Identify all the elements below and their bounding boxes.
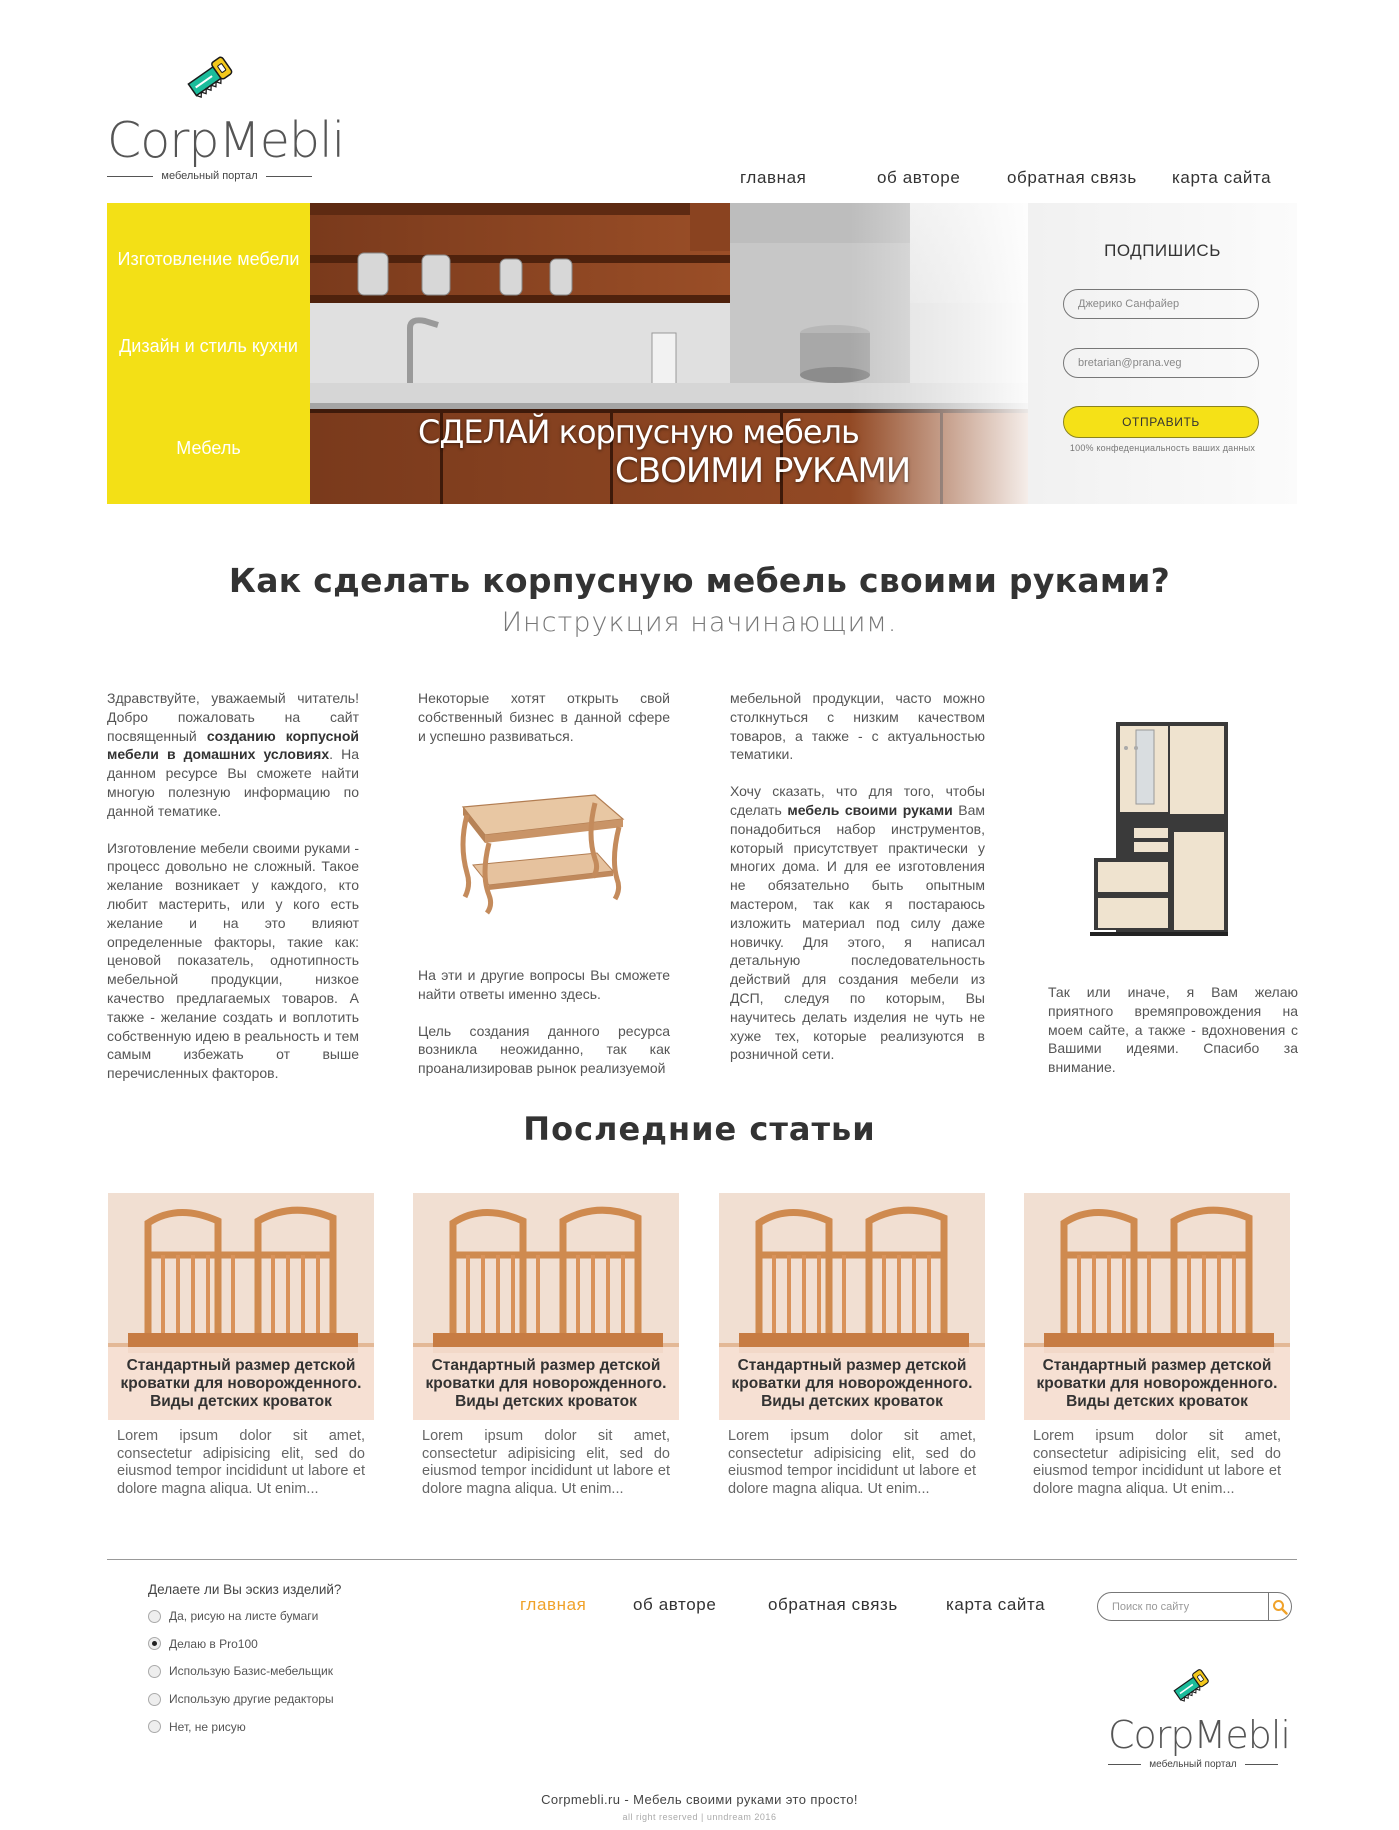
hero-headline-line1: СДЕЛАЙ корпусную мебель bbox=[418, 413, 859, 451]
article-card[interactable] bbox=[108, 1193, 374, 1498]
intro-paragraph: Так или иначе, я Вам желаю приятного времяпровождения на моем сайте, а также - вдохновения с Вашими идеями. Спасибо за внимание. bbox=[1048, 984, 1298, 1076]
text-span: Здравствуйте, уважаемый читатель! Добро пожаловать на сайт посвященный bbox=[107, 690, 359, 744]
subscribe-submit-button[interactable]: ОТПРАВИТЬ bbox=[1063, 406, 1259, 438]
article-excerpt: Lorem ipsum dolor sit amet, consectetur adipisicing elit, sed do eiusmod tempor incididunt ut labore et dolore magna aliqua. Ut enim... bbox=[1033, 1428, 1281, 1497]
subscribe-email-input[interactable] bbox=[1063, 348, 1259, 378]
top-nav bbox=[715, 168, 1300, 190]
article-card[interactable] bbox=[413, 1193, 679, 1498]
footer-nav-home[interactable]: главная bbox=[520, 1595, 587, 1614]
intro-paragraph: мебельной продукции, часто можно столкнуться с низким качеством товаров, а также - с актуальностью тематики. bbox=[730, 690, 985, 763]
logo-tagline-row bbox=[1108, 1759, 1278, 1770]
article-caption: Стандартный размер детской кроватки для новорожденного. Виды детских кроваток bbox=[413, 1347, 679, 1420]
poll bbox=[148, 1582, 341, 1747]
logo-tagline: мебельный портал bbox=[161, 170, 258, 182]
hero-headline-line2: СВОИМИ РУКАМИ bbox=[615, 451, 911, 491]
radio-button[interactable] bbox=[148, 1637, 161, 1650]
poll-option-label: Делаю в Pro100 bbox=[169, 1636, 258, 1651]
search-button[interactable] bbox=[1268, 1593, 1291, 1620]
poll-option[interactable] bbox=[148, 1692, 341, 1706]
hallway-wardrobe-image bbox=[1090, 722, 1228, 944]
divider bbox=[1245, 1764, 1278, 1765]
radio-button[interactable] bbox=[148, 1665, 161, 1678]
intro-paragraph bbox=[730, 782, 985, 1064]
subscribe-title: ПОДПИШИСЬ bbox=[1104, 241, 1221, 260]
sidebar-item-furniture-making[interactable]: Изготовление мебели bbox=[117, 249, 300, 269]
text-span: Вам понадобиться набор инструментов, который присутствует практически у многих дома. И для ее изготовления не обязательно быть опытным мастером, так как я постараюсь изложить материал под силу даже новичку. Для этого, я написал детальную последовательность действий для создания мебели из ДСП, следуя по которым, Вы научитесь делать изделия не чуть не хуже тех, которые реализуются в розничной сети. bbox=[730, 801, 986, 1063]
article-image bbox=[413, 1193, 679, 1420]
poll-question: Делаете ли Вы эскиз изделий? bbox=[148, 1582, 342, 1597]
article-card[interactable] bbox=[719, 1193, 985, 1498]
subscribe-form bbox=[1028, 203, 1297, 504]
rights-line: all right reserved | unndream 2016 bbox=[622, 1812, 777, 1822]
intro-column-1 bbox=[107, 689, 359, 1101]
intro-column-4 bbox=[1048, 983, 1298, 1095]
intro-paragraph: На эти и другие вопросы Вы сможете найти ответы именно здесь. bbox=[418, 967, 670, 1002]
bold-link-text: созданию корпусной мебели в домашних условиях bbox=[107, 727, 359, 763]
copyright: Corpmebli.ru - Мебель своими руками это просто! bbox=[541, 1792, 858, 1807]
footer-nav bbox=[520, 1595, 1060, 1617]
article-caption: Стандартный размер детской кроватки для новорожденного. Виды детских кроваток bbox=[1024, 1347, 1290, 1420]
intro-paragraph: Изготовление мебели своими руками - процесс довольно не сложный. Такое желание возникает у каждого, кто любит мастерить, или у кого есть желание и на это влияют определенные факторы, такие как: ценовой показатель, однотипность мебельной продукции, низкое качество предлагаемых товаров. А также - желание создать и воплотить собственную идею в реальность и тем самым избежать от выше перечисленных факторов. bbox=[107, 839, 359, 1082]
intro-column-2 bbox=[418, 689, 670, 763]
subscribe-name-input[interactable] bbox=[1063, 289, 1259, 319]
footer-divider bbox=[107, 1559, 1297, 1560]
divider bbox=[266, 176, 312, 177]
poll-option[interactable] bbox=[148, 1720, 341, 1734]
intro-paragraph: Некоторые хотят открыть свой собственный бизнес в данной сфере и успешно развиваться. bbox=[418, 690, 670, 744]
divider bbox=[107, 176, 153, 177]
article-caption: Стандартный размер детской кроватки для новорожденного. Виды детских кроваток bbox=[719, 1347, 985, 1420]
hero-kitchen-image bbox=[310, 203, 1028, 504]
site-search bbox=[1097, 1592, 1292, 1621]
article-caption: Стандартный размер детской кроватки для новорожденного. Виды детских кроваток bbox=[108, 1347, 374, 1420]
nav-feedback[interactable]: обратная связь bbox=[1007, 168, 1137, 187]
poll-option[interactable] bbox=[148, 1664, 341, 1678]
radio-button[interactable] bbox=[148, 1720, 161, 1733]
intro-column-2-lower bbox=[418, 966, 670, 1096]
page-title: Как сделать корпусную мебель своими руками? bbox=[228, 561, 1171, 600]
logo-brand: CorpMebli bbox=[107, 112, 345, 169]
latest-articles-title: Последние статьи bbox=[523, 1110, 876, 1148]
divider bbox=[1108, 1764, 1141, 1765]
logo-brand: CorpMebli bbox=[1108, 1713, 1290, 1757]
poll-option-label: Использую Базис-мебельщик bbox=[169, 1664, 333, 1679]
intro-column-3 bbox=[730, 689, 985, 1082]
footer-logo-link[interactable] bbox=[1108, 1665, 1290, 1777]
logo-link[interactable] bbox=[107, 52, 345, 187]
article-excerpt: Lorem ipsum dolor sit amet, consectetur adipisicing elit, sed do eiusmod tempor incididunt ut labore et dolore magna aliqua. Ut enim... bbox=[422, 1428, 670, 1497]
intro-paragraph bbox=[107, 689, 359, 821]
poll-option[interactable] bbox=[148, 1609, 341, 1623]
logo-tagline: мебельный портал bbox=[1149, 1759, 1237, 1770]
article-image bbox=[108, 1193, 374, 1420]
nav-sitemap[interactable]: карта сайта bbox=[1172, 168, 1272, 187]
hero-sidebar bbox=[107, 203, 310, 504]
article-excerpt: Lorem ipsum dolor sit amet, consectetur adipisicing elit, sed do eiusmod tempor incididunt ut labore et dolore magna aliqua. Ut enim... bbox=[728, 1428, 976, 1497]
radio-button[interactable] bbox=[148, 1693, 161, 1706]
saw-icon bbox=[183, 52, 239, 104]
footer-nav-sitemap[interactable]: карта сайта bbox=[946, 1595, 1046, 1614]
text-span: Хочу сказать, что для того, чтобы сделать bbox=[730, 783, 985, 818]
search-icon bbox=[1272, 1599, 1288, 1615]
intro-paragraph: Цель создания данного ресурса возникла неожиданно, так как проанализировав рынок реализуемой bbox=[418, 1022, 670, 1077]
nav-home[interactable]: главная bbox=[740, 168, 807, 187]
poll-option-label: Нет, не рисую bbox=[169, 1719, 246, 1734]
article-image bbox=[719, 1193, 985, 1420]
article-card[interactable] bbox=[1024, 1193, 1290, 1498]
radio-button[interactable] bbox=[148, 1610, 161, 1623]
poll-option[interactable] bbox=[148, 1637, 341, 1651]
poll-option-label: Да, рисую на листе бумаги bbox=[169, 1609, 319, 1623]
footer-nav-about[interactable]: об авторе bbox=[633, 1595, 717, 1614]
sidebar-item-furniture[interactable]: Мебель bbox=[176, 438, 241, 458]
hero-banner bbox=[107, 203, 1297, 504]
search-input[interactable] bbox=[1098, 1593, 1268, 1620]
sidebar-item-kitchen-design[interactable]: Дизайн и стиль кухни bbox=[119, 336, 298, 356]
article-excerpt: Lorem ipsum dolor sit amet, consectetur adipisicing elit, sed do eiusmod tempor incididunt ut labore et dolore magna aliqua. Ut enim... bbox=[117, 1428, 365, 1497]
privacy-note: 100% конфеденциальность ваших данных bbox=[1069, 443, 1256, 453]
logo-tagline-row bbox=[107, 170, 312, 182]
bold-link-text: мебель своими руками bbox=[787, 801, 953, 818]
poll-option-label: Использую другие редакторы bbox=[169, 1692, 334, 1707]
footer-nav-feedback[interactable]: обратная связь bbox=[768, 1595, 898, 1614]
page-subtitle: Инструкция начинающим. bbox=[501, 607, 898, 638]
saw-icon bbox=[1170, 1665, 1214, 1707]
text-span: . На данном ресурсе Вы сможете найти многую полезную информацию по данной тематике. bbox=[107, 746, 359, 819]
nav-about[interactable]: об авторе bbox=[877, 168, 961, 187]
coffee-table-image bbox=[445, 785, 625, 915]
article-image bbox=[1024, 1193, 1290, 1420]
